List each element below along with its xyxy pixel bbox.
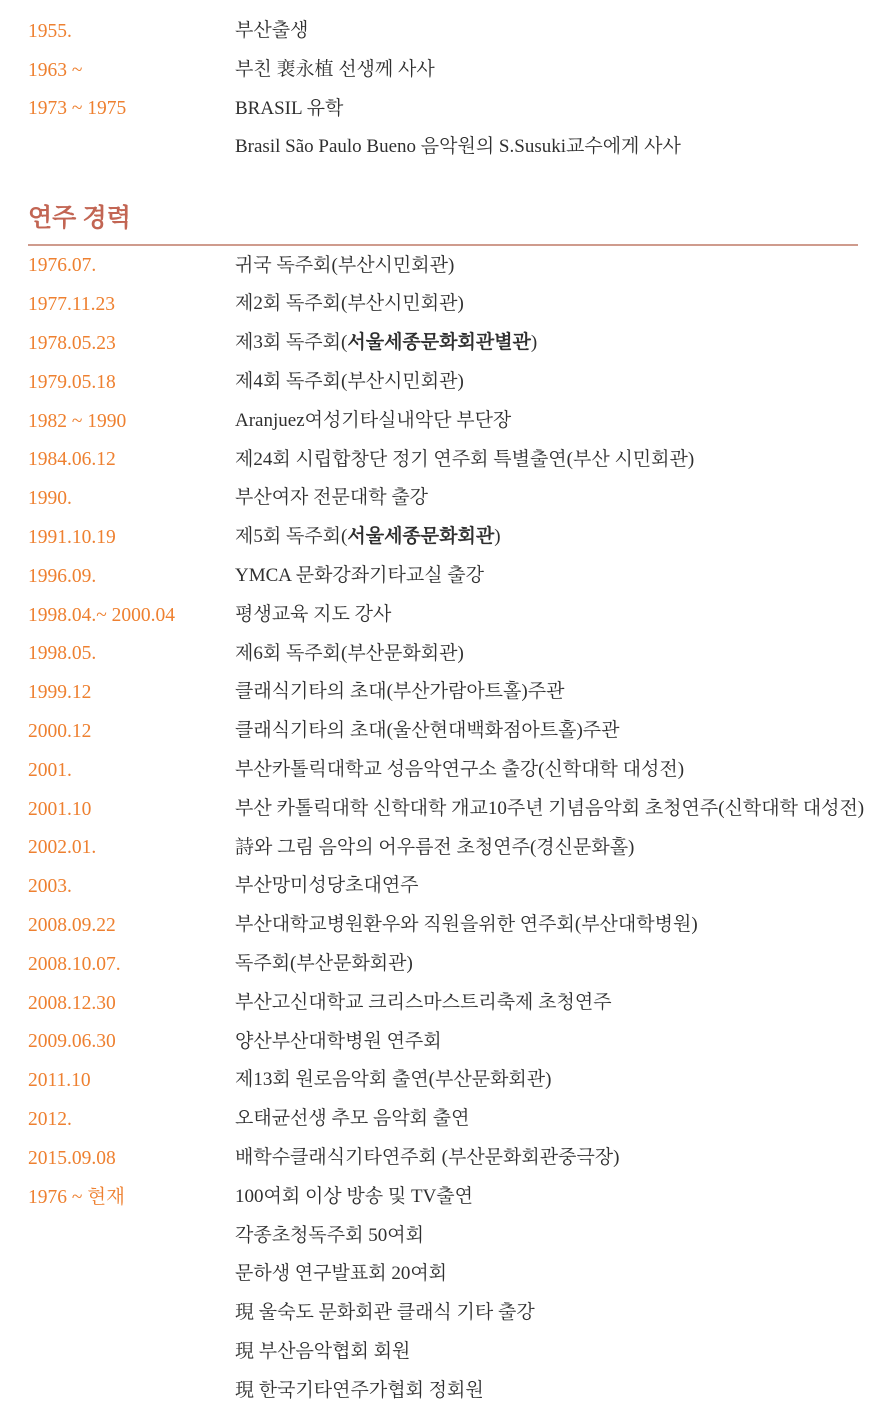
description-text: 제6회 독주회(부산문화회관) [235,642,464,664]
timeline-row [28,441,858,480]
description-text: ) [530,332,538,354]
description-text: 문하생 연구발표회 20여회 [235,1263,448,1285]
timeline-date: 2008.10.07. [28,953,121,975]
timeline-date: 1998.04.~ 2000.04 [28,604,176,626]
timeline-row [28,363,858,402]
timeline-date: 1955. [28,20,72,42]
description-text: 제5회 독주회( [235,526,348,548]
description-text: 클래식기타의 초대(울산현대백화점아트홀)주관 [235,720,620,742]
timeline-description [235,837,858,860]
timeline-row [28,1333,858,1372]
description-text: 부친 裵永植 선생께 사사 [235,58,435,80]
timeline-description [235,1147,858,1170]
timeline-description [235,371,858,394]
career-section-title: 연주 경력 [28,205,131,233]
description-text: 귀국 독주회(부산시민회관) [235,254,455,276]
description-text: 부산카톨릭대학교 성음악연구소 출강(신학대학 대성전) [235,759,685,781]
timeline-description [235,565,858,588]
timeline-row [28,1372,858,1411]
description-text: 클래식기타의 초대(부산가람아트홀)주관 [235,681,565,703]
timeline-date: 2001. [28,759,72,781]
timeline-description [235,1263,858,1286]
timeline-date: 1963 ~ [28,59,83,81]
timeline-date: 1978.05.23 [28,332,116,354]
timeline-description [235,1302,858,1325]
early-history-rows [28,12,858,167]
timeline-date: 1973 ~ 1975 [28,98,127,120]
timeline-row [28,751,858,790]
timeline-date: 2009.06.30 [28,1031,116,1053]
timeline-row [28,518,858,557]
description-text: 부산 카톨릭대학 신학대학 개교10주년 기념음악회 초청연주(신학대학 대성전) [235,797,865,819]
timeline-row [28,906,858,945]
timeline-row [28,285,858,324]
timeline-row [28,829,858,868]
bold-venue-text: 서울세종문화회관 [347,526,495,548]
description-text: 부산출생 [235,20,309,41]
timeline-row [28,945,858,984]
description-text: BRASIL 유학 [235,97,344,119]
timeline-date: 2008.12.30 [28,992,116,1014]
timeline-date: 1990. [28,488,72,510]
description-text: 제3회 독주회( [235,332,348,354]
timeline-description [235,759,858,782]
timeline-description [235,526,858,549]
description-text: 제24회 시립합창단 정기 연주회 특별출연(부산 시민회관) [235,448,695,470]
timeline-row [28,984,858,1023]
timeline-description [235,59,858,82]
timeline-date: 1998.05. [28,643,97,665]
timeline-date: 2012. [28,1108,72,1130]
description-text: 부산여자 전문대학 출강 [235,487,429,509]
section-divider [28,244,858,246]
bold-venue-text: 서울세종문화회관별관 [347,332,531,354]
timeline-row [28,635,858,674]
timeline-date: 2001.10 [28,798,92,820]
timeline-row [28,1139,858,1178]
timeline-date: 2002.01. [28,837,97,859]
description-text: 각종초청독주회 50여회 [235,1224,424,1246]
timeline-description [235,410,858,433]
timeline-description [235,1225,858,1248]
timeline-description [235,20,858,43]
timeline-description [235,449,858,472]
timeline-description [235,914,858,937]
description-text: 現 부산음악협회 회원 [235,1341,411,1362]
timeline-date: 1984.06.12 [28,449,116,471]
timeline-row [28,867,858,906]
timeline-row [28,673,858,712]
timeline-row [28,51,858,90]
description-text: YMCA 문화강좌기타교실 출강 [235,565,485,587]
timeline-row [28,402,858,441]
timeline-description [235,136,858,159]
timeline-date: 1991.10.19 [28,526,116,548]
description-text: 평생교육 지도 강사 [235,603,392,625]
description-text: Aranjuez여성기타실내악단 부단장 [235,409,512,431]
description-text: 부산대학교병원환우와 직원을위한 연주회(부산대학병원) [235,914,698,936]
timeline-row [28,12,858,51]
career-rows [28,247,865,1411]
timeline-description [235,720,858,743]
timeline-row [28,324,858,363]
description-text: 부산고신대학교 크리스마스트리축제 초청연주 [235,991,612,1013]
timeline-date: 1982 ~ 1990 [28,410,127,432]
timeline-row [28,557,858,596]
description-text: 제4회 독주회(부산시민회관) [235,371,464,393]
timeline-date: 2003. [28,876,72,898]
timeline-row [28,1023,858,1062]
timeline-row [28,596,858,635]
timeline-description [235,1186,858,1209]
timeline-row [28,247,858,286]
timeline-date: 2015.09.08 [28,1147,116,1169]
timeline-description [235,255,858,278]
timeline-row [28,1294,858,1333]
timeline-row [28,1178,858,1217]
description-text: 독주회(부산문화회관) [235,953,413,975]
timeline-description [235,1031,858,1054]
timeline-description [235,293,858,316]
timeline-date: 1999.12 [28,682,92,704]
description-text: 제2회 독주회(부산시민회관) [235,293,464,315]
timeline-row [28,1061,858,1100]
timeline-date: 1977.11.23 [28,294,116,316]
timeline-description [235,98,858,121]
description-text: Brasil São Paulo Bueno 음악원의 S.Susuki교수에게 사사 [235,136,681,158]
timeline-date: 1976 ~ 현재 [28,1186,125,1208]
timeline-description [235,953,858,976]
timeline-row [28,479,858,518]
timeline-description [235,875,858,898]
description-text: 제13회 원로음악회 출연(부산문화회관) [235,1069,552,1091]
description-text: 양산부산대학병원 연주회 [235,1030,442,1052]
timeline-date: 1979.05.18 [28,371,116,393]
description-text: ) [494,526,501,548]
timeline-row [28,90,858,129]
timeline-description [235,1380,858,1403]
timeline-row [28,128,858,167]
description-text: 現 울숙도 문화회관 클래식 기타 출강 [235,1302,535,1324]
timeline-description [235,604,858,627]
description-text: 現 한국기타연주가협회 정회원 [235,1379,484,1401]
timeline-description [235,643,858,666]
timeline-date: 2011.10 [28,1070,91,1092]
timeline-description [235,681,858,704]
timeline-date: 1996.09. [28,565,97,587]
description-text: 오태균선생 추모 음악회 출연 [235,1108,470,1130]
timeline-description [235,1069,858,1092]
timeline-date: 2000.12 [28,720,92,742]
description-text: 100여회 이상 방송 및 TV출연 [235,1185,474,1207]
timeline-row [28,790,865,829]
timeline-description [235,487,858,510]
timeline-row [28,1100,858,1139]
career-section [28,203,865,1410]
timeline-description [235,1341,858,1364]
timeline-description [235,992,858,1015]
timeline-date: 1976.07. [28,255,97,277]
timeline-description [235,798,864,821]
description-text: 부산망미성당초대연주 [235,875,419,897]
timeline-row [28,1217,858,1256]
timeline-row [28,712,858,751]
timeline-description [235,332,858,355]
description-text: 詩와 그림 음악의 어우름전 초청연주(경신문화홀) [235,836,635,858]
timeline-description [235,1108,858,1131]
timeline-date: 2008.09.22 [28,914,116,936]
description-text: 배학수클래식기타연주회 (부산문화회관중극장) [235,1147,620,1169]
timeline-row [28,1255,858,1294]
early-history-section [28,12,858,167]
